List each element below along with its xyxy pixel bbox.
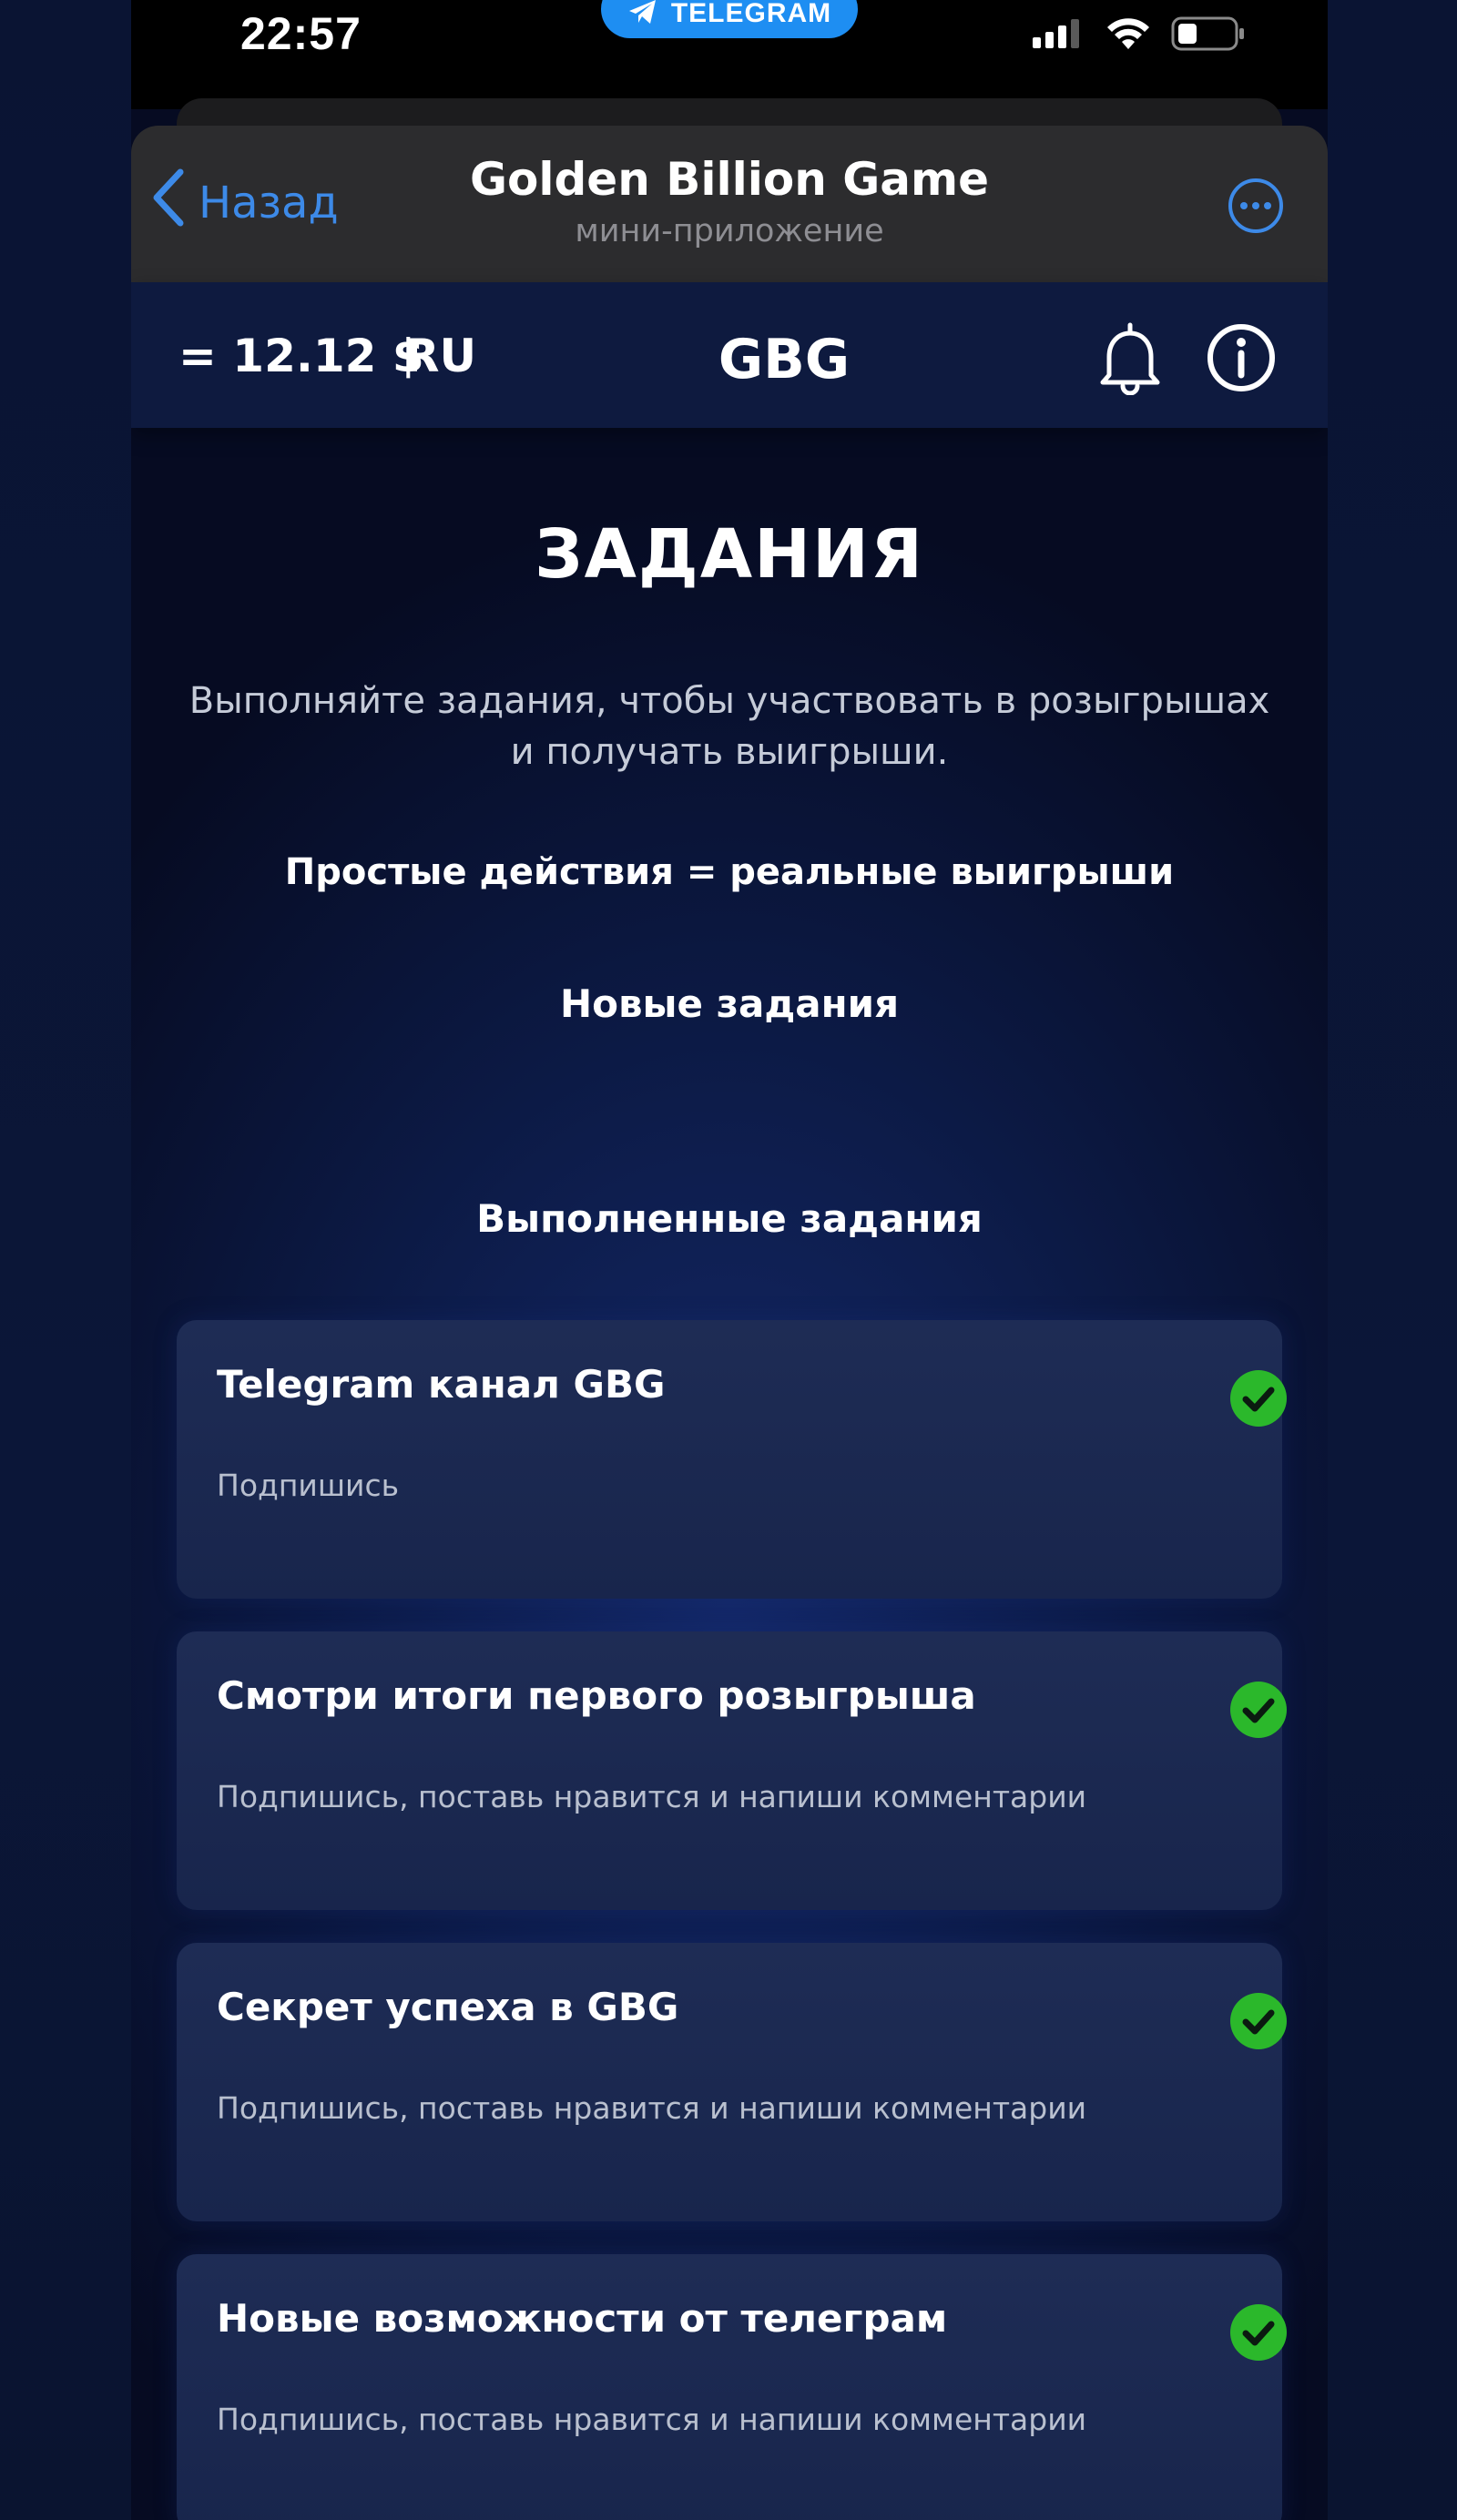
task-description: Подпишись, поставь нравится и напиши комментарии	[217, 1779, 1087, 1814]
info-button[interactable]	[1206, 322, 1277, 393]
notifications-button[interactable]	[1096, 322, 1164, 395]
wifi-icon	[1105, 16, 1151, 55]
check-icon	[1229, 1681, 1288, 1739]
app-top-bar	[131, 282, 1328, 428]
completed-tasks-heading: Выполненные задания	[476, 1196, 983, 1241]
slogan-text: Простые действия = реальные выигрыши	[284, 851, 1175, 893]
brand-logo: GBG	[718, 328, 851, 391]
task-title: Новые возможности от телеграм	[217, 2296, 948, 2341]
completed-tasks-list	[177, 1320, 1282, 2520]
task-card[interactable]	[177, 1943, 1282, 2221]
check-icon	[1229, 2303, 1288, 2362]
check-icon	[1229, 1992, 1288, 2050]
language-switch[interactable]: RU	[404, 330, 477, 382]
telegram-pill-label: TELEGRAM	[670, 0, 832, 28]
signal-icon	[1033, 17, 1085, 54]
task-title: Смотри итоги первого розыгрыша	[217, 1673, 976, 1718]
app-subtitle: мини-приложение	[575, 213, 884, 249]
balance-value[interactable]: = 12.12 $	[178, 330, 424, 382]
background-left	[0, 0, 131, 2520]
more-button[interactable]	[1227, 177, 1285, 235]
battery-icon	[1171, 15, 1246, 56]
task-description: Подпишись	[217, 1468, 400, 1503]
task-card[interactable]	[177, 1320, 1282, 1599]
mini-app-header	[131, 126, 1328, 282]
telegram-pill[interactable]	[601, 0, 858, 38]
back-label: Назад	[199, 178, 339, 229]
telegram-plane-icon	[627, 0, 658, 29]
task-title: Секрет успеха в GBG	[217, 1985, 679, 2029]
task-card[interactable]	[177, 2254, 1282, 2520]
check-icon	[1229, 1369, 1288, 1428]
status-time: 22:57	[240, 8, 362, 59]
task-card[interactable]	[177, 1631, 1282, 1910]
more-icon	[1227, 221, 1285, 239]
task-description: Подпишись, поставь нравится и напиши комментарии	[217, 2090, 1087, 2126]
background-right	[1328, 0, 1457, 2520]
task-description: Подпишись, поставь нравится и напиши комментарии	[217, 2402, 1087, 2437]
task-title: Telegram канал GBG	[217, 1362, 666, 1407]
page-title: ЗАДАНИЯ	[535, 515, 924, 594]
status-bar	[131, 0, 1328, 109]
bell-icon	[1096, 381, 1164, 399]
intro-text: Выполняйте задания, чтобы участвовать в розыгрышах и получать выигрыши.	[188, 680, 1270, 773]
info-icon	[1206, 380, 1277, 397]
status-icons	[1033, 13, 1246, 58]
new-tasks-heading: Новые задания	[559, 981, 900, 1026]
phone-screen	[131, 0, 1328, 2520]
app-title: Golden Billion Game	[469, 153, 990, 206]
